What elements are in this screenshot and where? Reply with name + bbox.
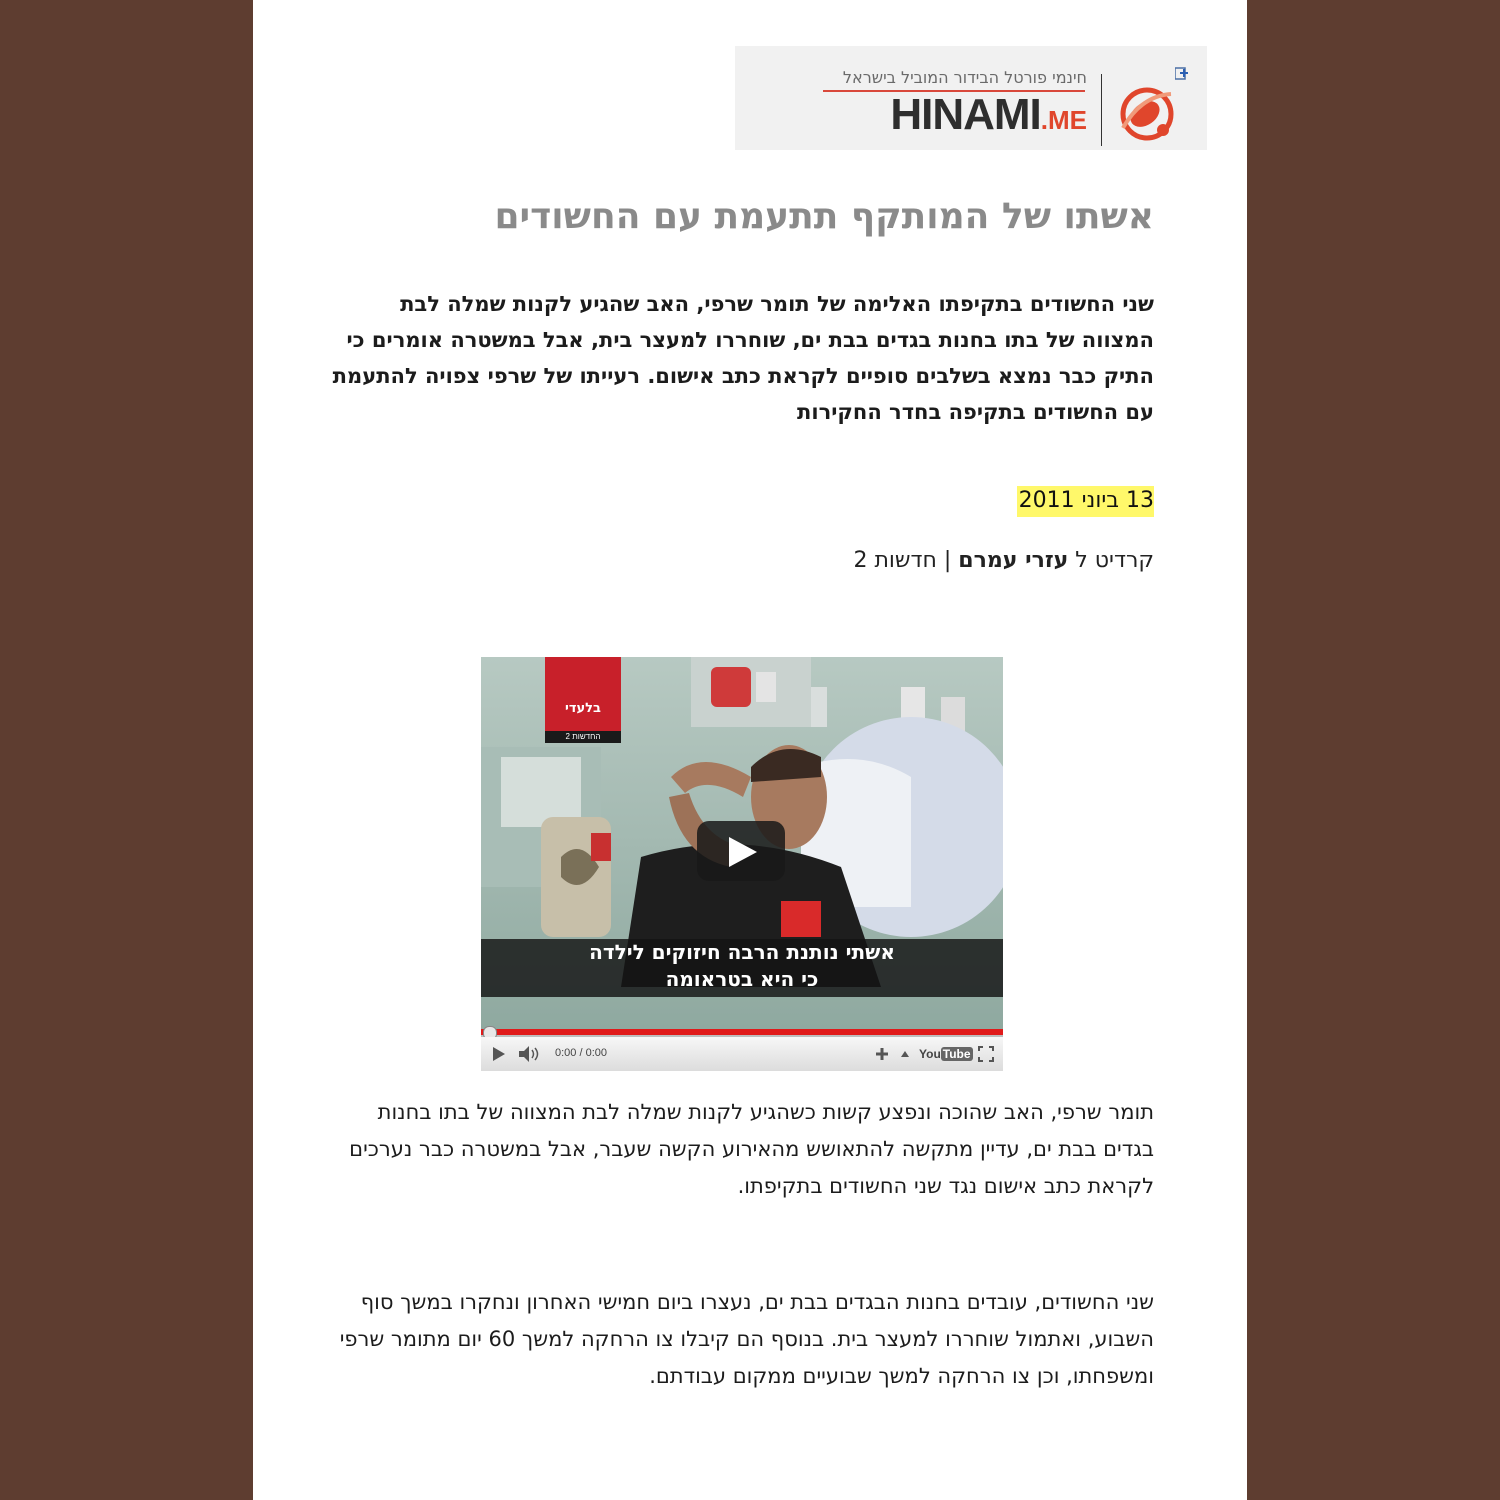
logo-main: HINAMI — [890, 90, 1041, 139]
fullscreen-icon — [978, 1046, 994, 1062]
caret-up-icon — [901, 1051, 909, 1057]
quality-button[interactable] — [897, 1037, 913, 1071]
banner-divider — [1101, 74, 1102, 146]
channel-label: החדשות 2 — [545, 731, 621, 743]
hinami-logo-icon[interactable] — [1111, 76, 1181, 146]
article-page — [253, 0, 1247, 1500]
volume-icon — [519, 1046, 541, 1062]
credit-author[interactable]: עזרי עמרם — [958, 548, 1069, 573]
play-overlay-button[interactable] — [697, 821, 785, 881]
article-title: אשתו של המותקף תתעמת עם החשודים — [494, 196, 1154, 237]
article-lead: שני החשודים בתקיפתו האלימה של תומר שרפי, האב שהגיע לקנות שמלה לבת המצווה של בתו בחנות בגדים בבת ים, שוחררו למעצר בית, אבל במשטרה אומרים כי התיק כבר נמצא בשלבים סופיים לקראת כתב אישום. רעייתו של שרפי צפויה להתעמת עם החשודים בתקיפה בחדר החקירות — [332, 292, 1154, 424]
add-to-button[interactable] — [871, 1037, 893, 1071]
exclusive-badge — [545, 657, 621, 741]
article-paragraph-2: שני החשודים, עובדים בחנות הבגדים בבת ים, נעצרו ביום חמישי האחרון ונחקרו במשך סוף השבוע, ואתמול שוחררו למעצר בית. בנוסף הם קיבלו צו הרחקה למשך 60 יום מתומר שרפי ומשפחתו, וכן צו הרחקה למשך שבועיים ממקום עבודתם. — [339, 1290, 1154, 1388]
article-credit — [853, 548, 1154, 573]
exclusive-label: בלעדי — [565, 701, 601, 716]
subtitle-line-1: אשתי נותנת הרבה חיזוקים לילדה — [589, 940, 895, 964]
credit-source: | חדשות 2 — [853, 548, 959, 573]
volume-button[interactable] — [517, 1037, 543, 1071]
site-logo-text[interactable] — [890, 90, 1087, 140]
video-player[interactable] — [481, 657, 1003, 1071]
site-banner[interactable] — [735, 46, 1207, 150]
fullscreen-button[interactable] — [975, 1037, 997, 1071]
play-icon — [493, 1047, 505, 1061]
credit-prefix: קרדיט ל — [1068, 548, 1154, 573]
article-paragraph-1: תומר שרפי, האב שהוכה ונפצע קשות כשהגיע לקנות שמלה לבת המצווה של בתו בחנות בגדים בבת ים, עדיין מתקשה להתאושש מהאירוע הקשה שעבר, אבל במשטרה כבר נערכים לקראת כתב אישום נגד שני החשודים בתקיפתו. — [349, 1100, 1154, 1198]
play-icon — [727, 837, 757, 867]
youtube-logo[interactable] — [919, 1047, 973, 1061]
video-subtitle — [481, 939, 1003, 997]
player-controls — [481, 1037, 1003, 1071]
plus-icon — [875, 1047, 889, 1061]
article-date: 13 ביוני 2011 — [1017, 486, 1154, 517]
youtube-logo-tube: Tube — [942, 1047, 971, 1061]
progress-bar[interactable] — [481, 1029, 1003, 1035]
youtube-logo-you: You — [919, 1047, 941, 1061]
play-button[interactable] — [487, 1037, 511, 1071]
logo-suffix: .ME — [1040, 105, 1087, 135]
time-display: 0:00 / 0:00 — [555, 1047, 607, 1059]
subtitle-line-2: כי היא בטראומה — [665, 967, 819, 991]
add-icon[interactable] — [1175, 66, 1189, 80]
site-tagline: חינמי פורטל הבידור המוביל בישראל — [842, 68, 1087, 87]
